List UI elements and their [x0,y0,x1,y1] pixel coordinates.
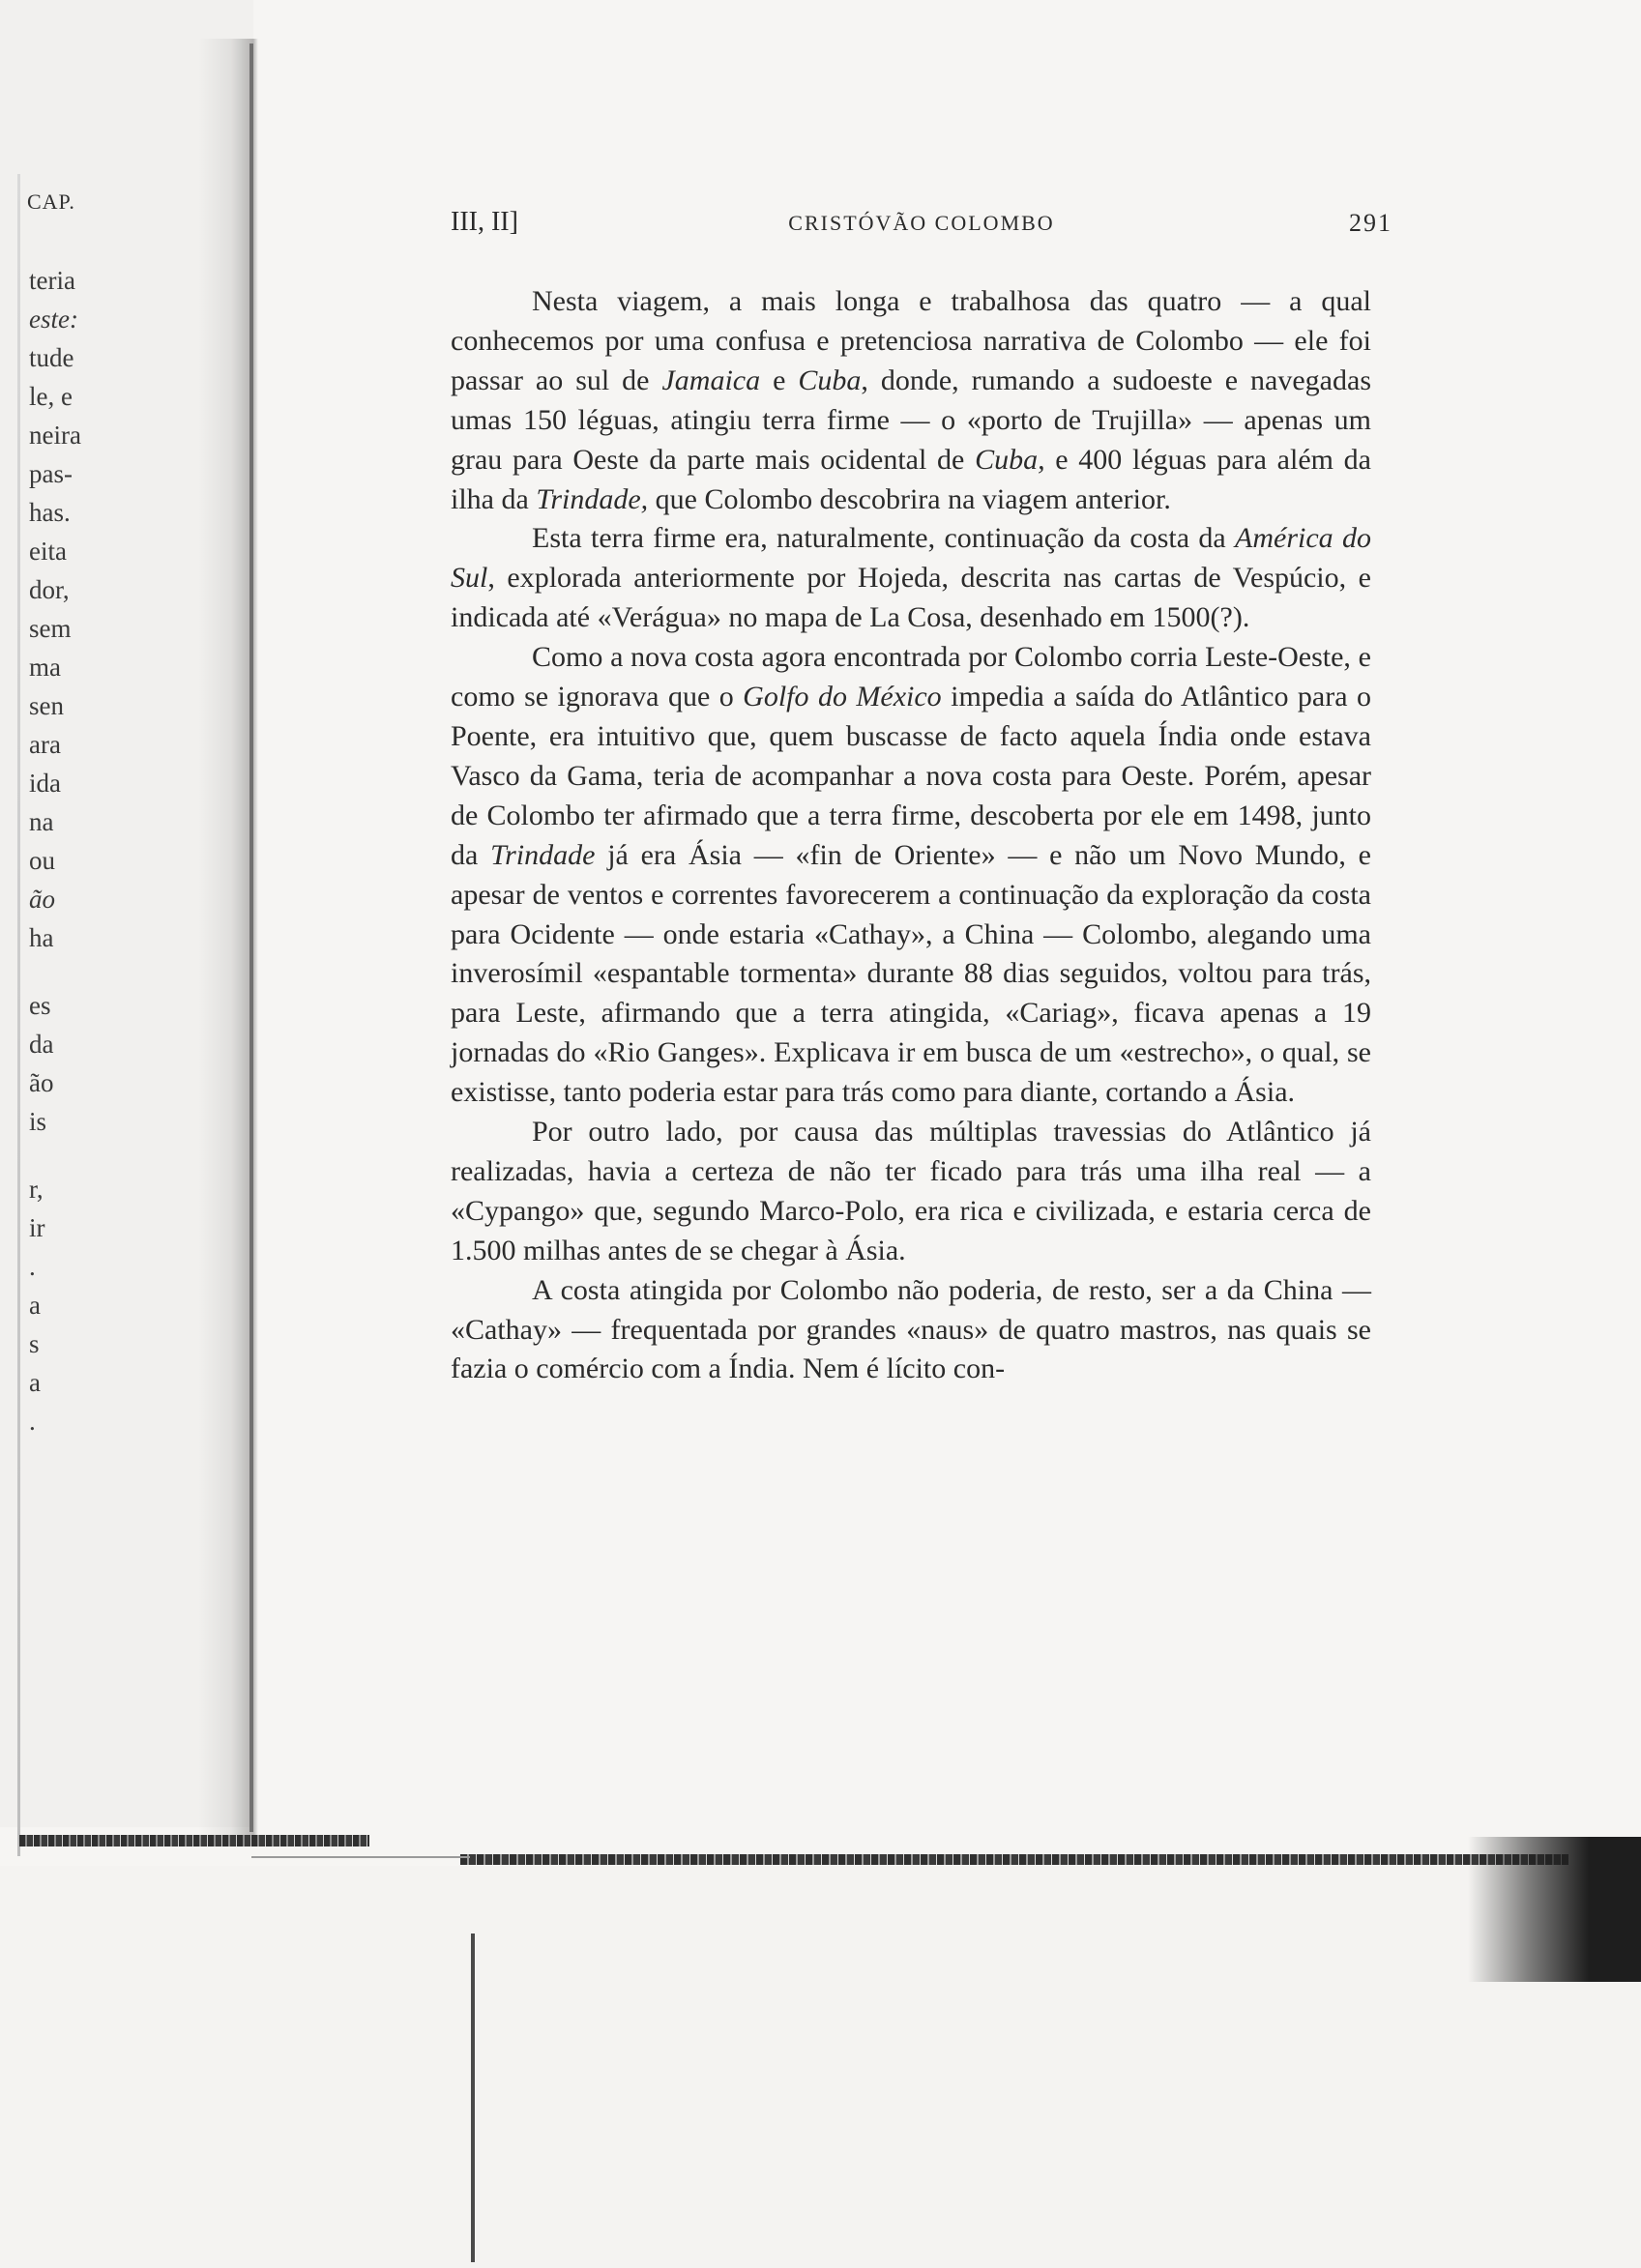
left-page-fragment: is [29,1107,47,1136]
left-page-fragment: da [29,1030,54,1059]
scan-fold-line [251,1856,470,1858]
text-run: impedia a saída do Atlântico para o Poente, era intuitivo que, quem buscasse de facto aquela Índia onde estava Vasco da Gama, teria de acompanhar a nova costa para Oeste. Porém, apesar de Colombo ter afirmado que a terra firme, descoberta por ele em 1498, junto da [451,681,1371,871]
left-page-fragment: es [29,991,51,1020]
left-page-fragment: tude [29,343,74,372]
left-page-fragment: a [29,1291,41,1320]
left-page-fragment: s [29,1329,40,1358]
italic-text: Golfo do México [743,681,942,713]
left-page-fragment: ão [29,1068,54,1097]
paragraph [451,1271,1371,1390]
italic-text: Cuba [798,363,862,396]
italic-text: Cuba, [975,443,1045,476]
lower-blank-area [0,1866,1641,2268]
scan-dark-corner [1468,1837,1641,1982]
left-page-fragment: ir [29,1213,45,1242]
left-page-fragment: neira [29,421,81,450]
left-page-fragment: na [29,807,54,836]
running-title: CRISTÓVÃO COLOMBO [788,211,1055,235]
text-run: Por outro lado, por causa das múltiplas travessias do Atlântico já realizadas, havia a certeza de não ter ficado para trás uma ilha real — a «Cypango» que, segundo Marco-Polo, era rica e civilizada, e estaria cerca de 1.500 milhas antes de se chegar à Ásia. [451,1116,1371,1266]
scan-edge-artifact-left [19,1835,369,1846]
scan-vertical-line [471,1934,475,2262]
left-page-fragment: ou [29,846,55,875]
left-page-fragment: ida [29,769,61,798]
text-run: que Colombo descobrira na viagem anterior. [648,482,1171,515]
left-page-fragment: has. [29,498,71,527]
left-page-fragment: teria [29,266,75,295]
left-page-fragment: . [29,1252,36,1281]
italic-text: América do Sul [451,522,1371,595]
paragraph [451,1113,1371,1271]
left-page-fragment: ão [29,885,55,914]
text-run: A costa atingida por Colombo não poderia, de resto, ser a da China — «Cathay» — frequentada por grandes «naus» de quatro mastros, nas quais se fazia o comércio com a Índia. Nem é lícito con- [451,1273,1371,1385]
gutter-line [249,44,253,1832]
left-page-fragment: r, [29,1175,44,1204]
page-number: 291 [1349,209,1392,237]
left-page-fragment: eita [29,537,67,566]
left-page-chapter-label: CAP. [27,189,75,214]
left-page-fragment: ma [29,653,61,682]
paragraph [451,282,1371,519]
scan-edge-artifact-right [460,1854,1568,1865]
chapter-reference: III, II] [451,207,518,237]
running-header [451,207,1392,246]
text-run: Esta terra firme era, naturalmente, continuação da costa da [532,522,1236,555]
left-page-fragment: ara [29,730,61,759]
italic-text: Jamaica [661,363,761,396]
text-run: e 400 léguas para além da ilha da [451,443,1371,515]
left-page-fragment: le, e [29,382,73,411]
left-page-fragment: a [29,1368,41,1397]
text-run: e [760,363,799,396]
italic-text: Trindade [490,838,596,871]
left-page-fragment: ha [29,923,54,952]
left-page-fragment: este: [29,305,78,334]
text-run: , donde, rumando a sudoeste e navegadas umas 150 léguas, atingiu terra firme — o «porto de Trujilla» — apenas um grau para Oeste da parte mais ocidental de [451,363,1371,476]
paragraph [451,638,1371,1113]
body-text [451,282,1371,1389]
paragraph [451,519,1371,638]
left-page-edge [17,174,20,1856]
text-run: Nesta viagem, a mais longa e trabalhosa das quatro — a qual conhecemos por uma confusa e pretenciosa narrativa de Colombo — ele foi passar ao sul de [451,285,1371,396]
left-page-fragment: sem [29,614,72,643]
text-run: Como a nova costa agora encontrada por Colombo corria Leste-Oeste, e como se ignorava que o [451,641,1371,713]
left-page-fragment: sen [29,691,64,720]
text-run: já era Ásia — «fin de Oriente» — e não um Novo Mundo, e apesar de ventos e correntes favorecerem a continuação da exploração da costa para Ocidente — onde estaria «Cathay», a China — Colombo, alegando uma inverosímil «espantable tormenta» durante 88 dias seguidos, voltou para trás, para Leste, afirmando que a terra atingida, «Cariag», ficava apenas a 19 jornadas do «Rio Ganges». Explicava ir em busca de um «estrecho», o qual, se existisse, tanto poderia estar para trás como para diante, cortando a Ásia. [451,838,1371,1109]
text-run: , explorada anteriormente por Hojeda, descrita nas cartas de Vespúcio, e indicada até «Verágua» no mapa de La Cosa, desenhado em 1500(?). [451,562,1371,634]
italic-text: Trindade, [536,482,649,515]
left-page-fragment: . [29,1407,36,1436]
left-page-fragment: dor, [29,575,70,604]
left-page-fragment: pas- [29,459,73,488]
